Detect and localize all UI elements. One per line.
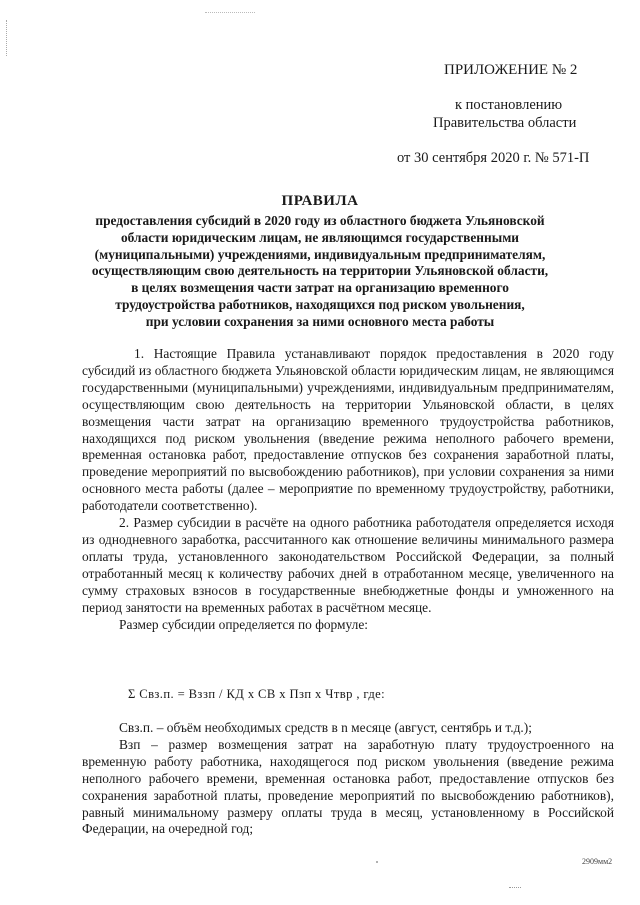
subtitle-line: (муниципальными) учреждениями, индивидуальным предпринимателям, bbox=[94, 246, 546, 262]
appendix-title: ПРИЛОЖЕНИЕ № 2 bbox=[444, 62, 578, 78]
scan-artifact bbox=[509, 887, 521, 889]
subtitle-line: в целях возмещения части затрат на организацию временного bbox=[131, 280, 509, 296]
subtitle-line: осуществляющим свою деятельность на территории Ульяновской области, bbox=[91, 263, 549, 279]
paragraph-2: 2. Размер субсидии в расчёте на одного работника работодателя определяется исходя из однодневного заработка, рассчитанного как отношение величины минимального размера оплаты труда, установленного законодательством Российской Федерации, за полный отработанный месяц к количеству рабочих дней в отработанном месяце, увеличенного на сумму страховых взносов в государственные внебюджетные фонды и умноженного на период занятости на временных работах в расчётном месяце. bbox=[82, 515, 614, 615]
scan-artifact bbox=[6, 20, 9, 56]
appendix-line-2: Правительства области bbox=[433, 115, 577, 131]
body-text-definitions bbox=[82, 720, 614, 838]
subtitle-line: трудоустройства работников, находящихся под риском увольнения, bbox=[115, 296, 525, 312]
document-title: ПРАВИЛА bbox=[281, 193, 359, 209]
definition-svzp: Свз.п. – объём необходимых средств в n месяце (август, сентябрь и т.д.); bbox=[119, 720, 532, 735]
footer-code: 2909мм2 bbox=[582, 857, 613, 866]
document-subtitle bbox=[80, 213, 560, 331]
subtitle-line: области юридическим лицам, не являющимся государственными bbox=[120, 229, 520, 245]
formula: Σ Свз.п. = Вззп / КД х СВ х Пзп х Чтвр , где: bbox=[128, 687, 386, 701]
scan-artifact bbox=[205, 12, 255, 14]
body-text bbox=[82, 346, 614, 633]
appendix-line-3: от 30 сентября 2020 г. № 571-П bbox=[397, 150, 590, 166]
scan-artifact bbox=[376, 861, 378, 863]
subtitle-line: при условии сохранения за ними основного места работы bbox=[145, 313, 495, 329]
paragraph-formula-intro: Размер субсидии определяется по формуле: bbox=[119, 616, 368, 632]
appendix-line-1: к постановлению bbox=[455, 97, 563, 113]
subtitle-line: предоставления субсидий в 2020 году из областного бюджета Ульяновской bbox=[95, 213, 545, 228]
paragraph-1: 1. Настоящие Правила устанавливают порядок предоставления в 2020 году субсидий из областного бюджета Ульяновской области юридическим лицам, не являющимся государственными (муниципальными) учреждениями, индивидуальным предпринимателям, осуществляющим свою деятельность на территории Ульяновской области, в целях возмещения части затрат на организацию временного трудоустройства работников, находящихся под риском увольнения (введение режима неполного рабочего времени, временная остановка работ, предоставление отпусков без сохранения заработной платы, проведение мероприятий по высвобождению работников), при условии сохранения за ними основного места работы (далее – мероприятие по временному трудоустройству, работники, работодатели соответственно). bbox=[82, 346, 614, 514]
definition-vzp: Взп – размер возмещения затрат на заработную плату трудоустроенного на временную работу работника, находящегося под риском увольнения (введение режима неполного рабочего времени, временная остановка работ, предоставление отпусков без сохранения заработной платы, проведение мероприятий по высвобождению работников), равный минимальному размеру оплаты труда в месяц, установленному в Российской Федерации, на очередной год; bbox=[82, 736, 614, 837]
